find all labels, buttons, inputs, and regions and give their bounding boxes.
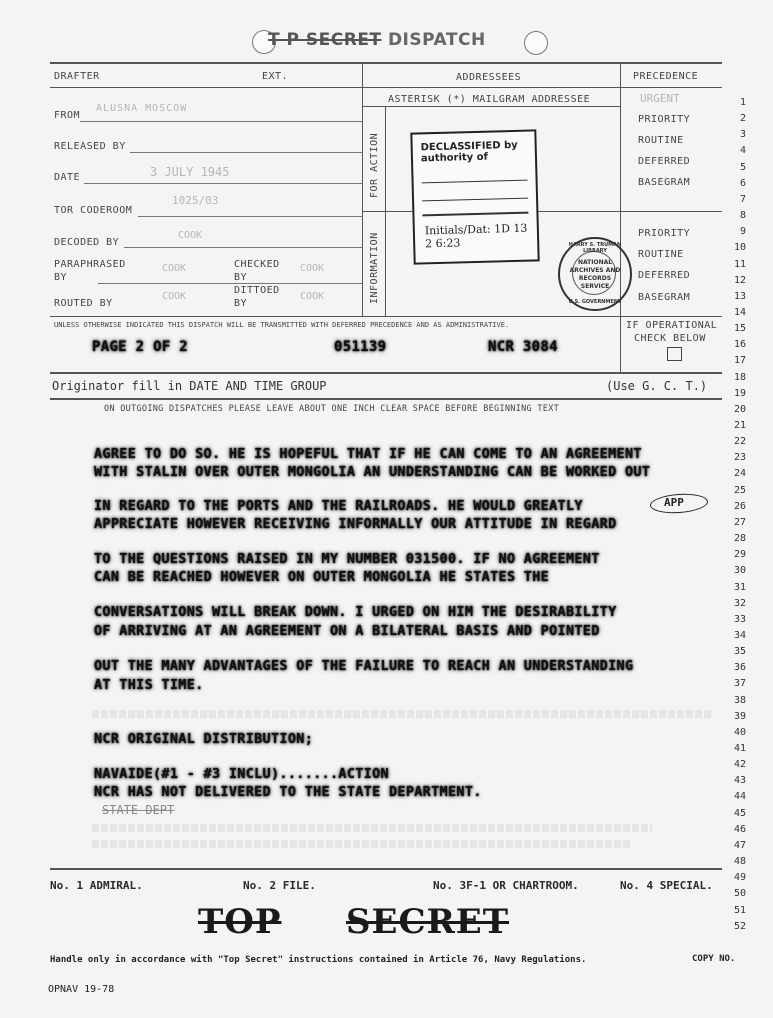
line-number: 39 (733, 710, 746, 722)
line-number: 6 (739, 177, 746, 189)
line-number: 28 (733, 533, 746, 545)
distribution-no1: No. 1 ADMIRAL. (50, 879, 143, 892)
precedence-info-3: BASEGRAM (638, 292, 691, 303)
line-number: 5 (739, 161, 746, 173)
ghost-text-1 (92, 710, 712, 718)
line-number: 13 (733, 290, 746, 302)
precedence-action-3: BASEGRAM (638, 177, 691, 188)
seal-top-text: HARRY S. TRUMAN LIBRARY (568, 242, 622, 254)
originator-label: Originator fill in DATE AND TIME GROUP (52, 379, 327, 393)
copy-number-label: COPY NO. (692, 954, 736, 964)
line-number: 21 (733, 420, 746, 431)
line-number: 51 (733, 904, 746, 916)
dittoed-value: COOK (300, 291, 325, 302)
line-number: 25 (733, 484, 746, 496)
stamp-signature: Initials/Dat: 1D 13 2 6:23 (424, 221, 528, 251)
checked-by-label: CHECKED BY (234, 259, 280, 283)
ghost-text-2 (92, 824, 652, 832)
form-number: OPNAV 19-78 (48, 984, 115, 995)
distribution-no3: No. 3F-1 OR CHARTROOM. (433, 879, 579, 892)
precedence-urgent: URGENT (640, 92, 680, 105)
dittoed-by-label: DITTOED BY (234, 285, 280, 309)
body-line-12: NAVAIDE(#1 - #3 INCLU).......ACTION (94, 766, 389, 782)
line-number: 40 (733, 726, 746, 738)
tor-coderoom-label: TOR CODEROOM (54, 205, 133, 216)
body-line-11: NCR ORIGINAL DISTRIBUTION; (94, 731, 314, 747)
date-line (84, 183, 362, 184)
check-below-label: CHECK BELOW (634, 333, 706, 344)
line-number: 48 (733, 856, 746, 868)
stamp-line-3 (422, 212, 528, 217)
line-number: 16 (733, 339, 746, 351)
precedence-info-0: PRIORITY (638, 228, 691, 239)
line-number: 42 (733, 759, 746, 771)
line-number: 32 (733, 597, 746, 609)
body-line-5: TO THE QUESTIONS RAISED IN MY NUMBER 031500. IF NO AGREEMENT (94, 551, 600, 567)
paraphrased-line (98, 283, 362, 284)
body-line-8: OF ARRIVING AT AN AGREEMENT ON A BILATERAL BASIS AND POINTED (94, 623, 600, 639)
precedence-action-1: ROUTINE (638, 135, 684, 146)
stamp-line-1 (422, 180, 528, 184)
form-title: T P SECRET DISPATCH (268, 30, 486, 50)
state-dept-struck: STATE DEPT (102, 803, 175, 817)
operational-checkbox[interactable] (667, 347, 682, 361)
addressees-label: ADDRESSEES (456, 72, 522, 83)
information-label: INFORMATION (369, 232, 380, 304)
form-top-rule (50, 62, 722, 64)
body-line-4: APPRECIATE HOWEVER RECEIVING INFORMALLY OUR ATTITUDE IN REGARD (94, 516, 617, 532)
seal-text-2: ARCHIVES AND (569, 267, 621, 274)
body-line-9: OUT THE MANY ADVANTAGES OF THE FAILURE TO REACH AN UNDERSTANDING (94, 658, 634, 674)
line-number: 7 (739, 193, 746, 205)
line-number: 15 (733, 323, 746, 335)
line-number: 38 (733, 694, 746, 706)
app-mark: APP (664, 496, 684, 509)
ghost-text-3 (92, 840, 632, 848)
line-number: 29 (733, 549, 746, 561)
precedence-info-2: DEFERRED (638, 270, 691, 281)
declassified-title: DECLASSIFIED by authority of (420, 139, 518, 165)
line-number: 11 (733, 258, 746, 270)
line-number: 18 (733, 371, 746, 383)
form-header-rule (50, 87, 722, 88)
paraphrased-by-label: PARAPHRASED BY (54, 259, 126, 283)
precedence-label: PRECEDENCE (633, 71, 699, 82)
dtg-rule (50, 372, 722, 374)
line-number: 20 (733, 403, 746, 415)
line-number: 14 (733, 306, 746, 318)
body-line-2: WITH STALIN OVER OUTER MONGOLIA AN UNDERSTANDING CAN BE WORKED OUT (94, 464, 651, 480)
precedence-action-2: DEFERRED (638, 156, 691, 167)
tor-line (138, 216, 362, 217)
line-number: 3 (739, 129, 746, 141)
app-circle (649, 492, 708, 515)
released-by-line (130, 152, 362, 153)
line-number: 43 (733, 775, 746, 787)
line-number: 10 (733, 242, 746, 254)
col-divider-left (362, 62, 363, 316)
handle-notice: Handle only in accordance with "Top Secret" instructions contained in Article 76, Navy Regulations. (50, 955, 587, 965)
precedence-info-1: ROUTINE (638, 249, 684, 260)
routed-value: COOK (162, 291, 187, 302)
line-number: 31 (733, 581, 746, 593)
line-number: 8 (739, 210, 746, 222)
line-number: 9 (739, 226, 746, 238)
line-number: 17 (733, 355, 746, 367)
date-time-group: 051139 (334, 339, 387, 355)
decoded-value: COOK (178, 230, 203, 241)
asterisk-note: ASTERISK (*) MAILGRAM ADDRESSEE (388, 94, 591, 105)
decoded-by-line (124, 247, 362, 248)
line-number: 2 (739, 113, 746, 125)
date-value: 3 JULY 1945 (150, 165, 230, 179)
line-number: 12 (733, 274, 746, 286)
for-action-label: FOR ACTION (369, 132, 380, 198)
checked-value: COOK (300, 263, 325, 274)
line-number: 36 (733, 662, 746, 674)
line-number: 4 (739, 145, 746, 157)
stamp-line-2 (422, 198, 528, 202)
col-divider-right (620, 62, 621, 372)
line-number: 52 (733, 920, 746, 932)
line-number: 30 (733, 565, 746, 577)
use-gct-label: (Use G. C. T.) (606, 379, 708, 393)
line-number: 23 (733, 452, 746, 464)
declassified-stamp (410, 129, 539, 264)
precedence-action-0: PRIORITY (638, 114, 691, 125)
date-label: DATE (54, 172, 81, 183)
seal-text-4: SERVICE (580, 283, 610, 290)
seal-text-3: RECORDS (578, 275, 612, 282)
originator-rule (50, 398, 722, 400)
body-line-1: AGREE TO DO SO. HE IS HOPEFUL THAT IF HE CAN COME TO AN AGREEMENT (94, 446, 642, 462)
line-number: 27 (733, 516, 746, 528)
page-number: PAGE 2 OF 2 (92, 339, 189, 355)
paraphrased-value: COOK (162, 263, 187, 274)
line-number: 24 (733, 468, 746, 480)
drafter-label: DRAFTER (54, 71, 100, 82)
from-value: ALUSNA MOSCOW (96, 103, 188, 114)
top-secret-top: TOP (198, 902, 282, 942)
line-number: 49 (733, 872, 746, 884)
line-number: 35 (733, 646, 746, 658)
line-number: 45 (733, 807, 746, 819)
punch-hole-right (524, 31, 548, 55)
top-secret-secret: SECRET (346, 902, 510, 942)
body-line-10: AT THIS TIME. (94, 677, 204, 693)
body-line-6: CAN BE REACHED HOWEVER ON OUTER MONGOLIA HE STATES THE (94, 569, 550, 585)
body-line-13: NCR HAS NOT DELIVERED TO THE STATE DEPARTMENT. (94, 784, 482, 800)
line-number: 22 (733, 436, 746, 448)
line-number: 1 (739, 97, 746, 108)
deferred-notice: UNLESS OTHERWISE INDICATED THIS DISPATCH WILL BE TRANSMITTED WITH DEFERRED PRECEDENCE AND AS ADMINISTRATIVE. (54, 321, 510, 329)
distribution-no4: No. 4 SPECIAL. (620, 879, 713, 892)
released-by-label: RELEASED BY (54, 141, 126, 152)
line-number: 19 (733, 387, 746, 399)
archives-seal (558, 237, 632, 311)
line-number: 50 (733, 888, 746, 900)
line-number: 33 (733, 613, 746, 625)
tor-value: 1025/03 (172, 194, 219, 207)
routed-by-label: ROUTED BY (54, 298, 113, 309)
addressee-subrule (362, 106, 620, 107)
form-bottom-rule (50, 316, 722, 317)
operational-label: IF OPERATIONAL (626, 320, 718, 331)
decoded-by-label: DECODED BY (54, 237, 120, 248)
line-number: 44 (733, 791, 746, 803)
from-label: FROM (54, 110, 81, 121)
distribution-no2: No. 2 FILE. (243, 879, 316, 892)
line-number: 37 (733, 678, 746, 690)
line-number: 41 (733, 743, 746, 754)
seal-bottom-text: U.S. GOVERNMENT (568, 299, 622, 305)
seal-text-1: NATIONAL (577, 259, 613, 266)
outgoing-note: ON OUTGOING DISPATCHES PLEASE LEAVE ABOUT ONE INCH CLEAR SPACE BEFORE BEGINNING TEXT (104, 404, 560, 414)
distribution-rule (50, 868, 722, 870)
ext-label: EXT. (262, 71, 289, 82)
line-number: 46 (733, 823, 746, 835)
ncr-number: NCR 3084 (488, 339, 558, 355)
body-line-7: CONVERSATIONS WILL BREAK DOWN. I URGED ON HIM THE DESIRABILITY (94, 604, 617, 620)
from-line (80, 121, 362, 122)
body-line-3: IN REGARD TO THE PORTS AND THE RAILROADS. HE WOULD GREATLY (94, 498, 583, 514)
line-number: 26 (733, 500, 746, 512)
line-number: 47 (733, 839, 746, 851)
line-number: 34 (733, 629, 746, 641)
